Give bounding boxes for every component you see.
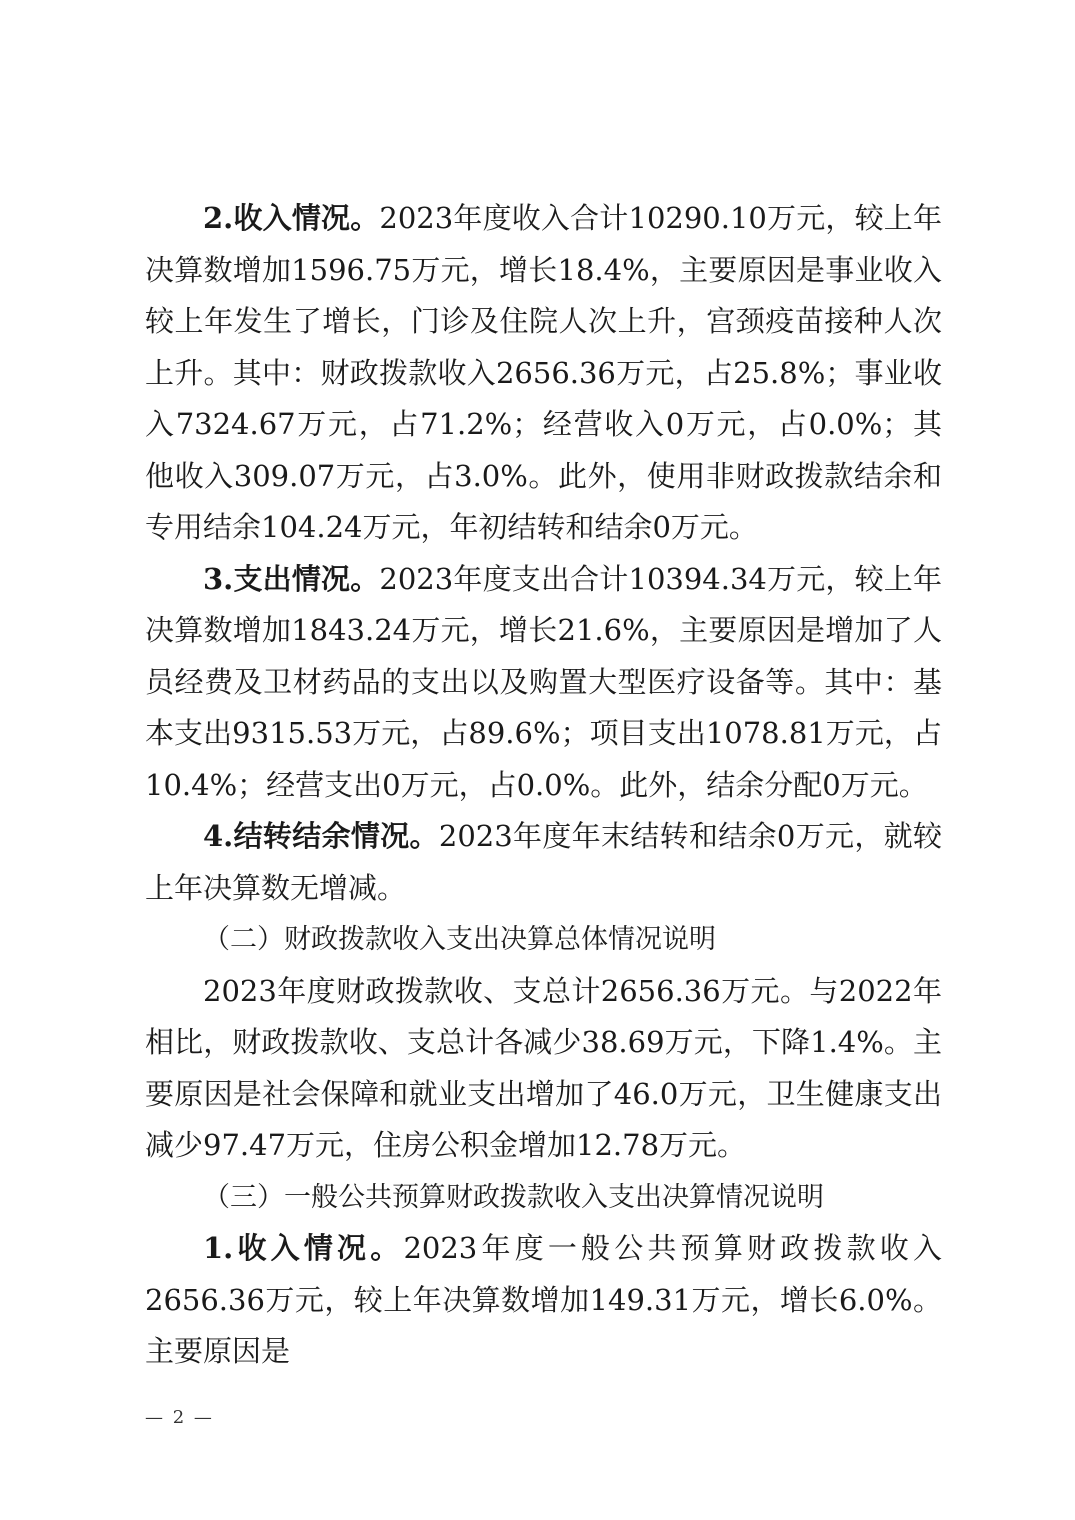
paragraph-fiscal-total <box>145 966 942 1172</box>
section-heading-3: （三）一般公共预算财政拨款收入支出决算情况说明 <box>203 1181 824 1213</box>
paragraph-income <box>145 193 942 554</box>
page-number: — 2 — <box>145 1407 214 1428</box>
paragraph-text: 2023年度年末结转和结余0万元，就较上年决算数无增减。 <box>145 819 942 905</box>
paragraph-expenditure <box>145 554 942 812</box>
paragraph-lead: 4.结转结余情况。 <box>203 819 439 853</box>
paragraph-text: 2023年度支出合计10394.34万元，较上年决算数增加1843.24万元，增长21.6%，主要原因是增加了人员经费及卫材药品的支出以及购置大型医疗设备等。其中：基本支出9315.53万元，占89.6%；项目支出1078.81万元，占10.4%；经营支出0万元，占0.0%。此外，结余分配0万元。 <box>145 561 942 802</box>
paragraph-lead: 3.支出情况。 <box>203 561 380 596</box>
document-body <box>145 193 942 1378</box>
paragraph-lead: 2.收入情况。 <box>203 201 380 235</box>
paragraph-text: 2023年度财政拨款收、支总计2656.36万元。与2022年相比，财政拨款收、支总计各减少38.69万元，下降1.4%。主要原因是社会保障和就业支出增加了46.0万元，卫生健康支出减少97.47万元，住房公积金增加12.78万元。 <box>145 973 942 1162</box>
paragraph-text: 2023年度一般公共预算财政拨款收入2656.36万元，较上年决算数增加149.31万元，增长6.0%。主要原因是 <box>145 1231 942 1368</box>
paragraph-carryover <box>145 811 942 914</box>
section-heading-2: （二）财政拨款收入支出决算总体情况说明 <box>203 924 716 955</box>
paragraph-text: 2023年度收入合计10290.10万元，较上年决算数增加1596.75万元，增长18.4%，主要原因是事业收入较上年发生了增长，门诊及住院人次上升，宫颈疫苗接种人次上升。其中：财政拨款收入2656.36万元，占25.8%；事业收入7324.67万元，占71.2%；经营收入0万元，占0.0%；其他收入309.07万元，占3.0%。此外，使用非财政拨款结余和专用结余104.24万元，年初结转和结余0万元。 <box>145 201 942 544</box>
paragraph-general-income <box>145 1223 942 1378</box>
paragraph-lead: 1.收入情况。 <box>203 1231 404 1265</box>
